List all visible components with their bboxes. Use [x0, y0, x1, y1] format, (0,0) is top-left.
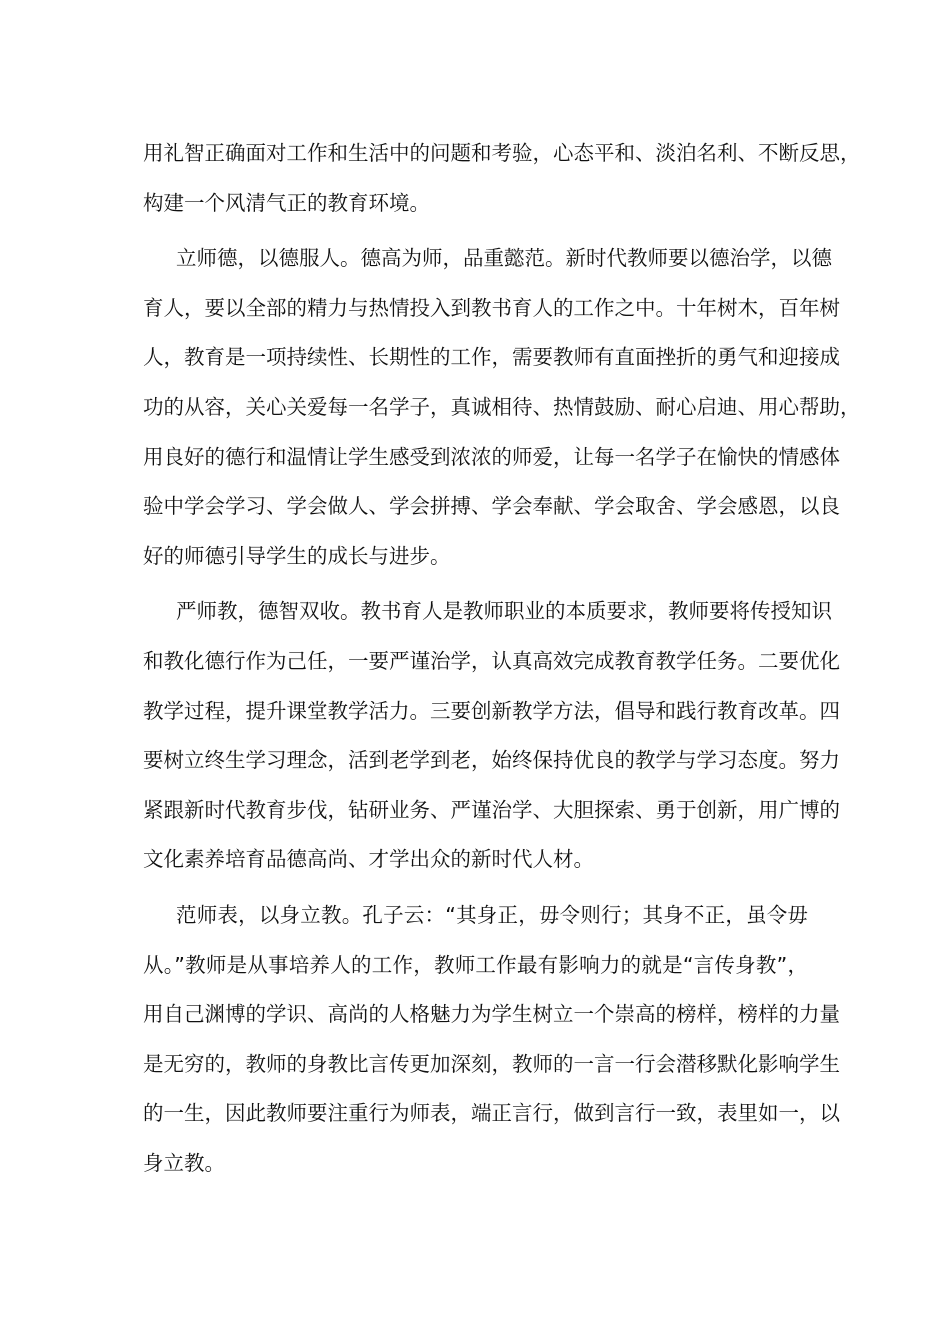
text-line: 人，教育是一项持续性、长期性的工作，需要教师有直面挫折的勇气和迎接成	[143, 345, 840, 370]
text-line: 验中学会学习、学会做人、学会拼搏、学会奉献、学会取舍、学会感恩，以良	[143, 494, 840, 519]
text-line: 身立教。	[143, 1150, 225, 1175]
text-line: 教学过程，提升课堂教学活力。三要创新教学方法，倡导和践行教育改革。四	[143, 698, 840, 723]
text-line: 从。”教师是从事培养人的工作，教师工作最有影响力的就是“言传身教”，	[143, 952, 808, 977]
paragraph-2	[143, 234, 861, 581]
paragraph-3	[143, 587, 840, 885]
text-line: 要树立终生学习理念，活到老学到老，始终保持优良的教学与学习态度。努力	[143, 748, 840, 773]
text-line: 用自己渊博的学识、高尚的人格魅力为学生树立一个崇高的榜样，榜样的力量	[143, 1002, 840, 1027]
text-line: 文化素养培育品德高尚、才学出众的新时代人材。	[143, 847, 594, 872]
paragraph-4	[143, 891, 840, 1189]
text-line: 紧跟新时代教育步伐，钻研业务、严谨治学、大胆探索、勇于创新，用广博的	[143, 797, 840, 822]
text-line: 用礼智正确面对工作和生活中的问题和考验，心态平和、淡泊名利、不断反思，	[143, 141, 861, 165]
text-line: 用良好的德行和温情让学生感受到浓浓的师爱，让每一名学子在愉快的情感体	[143, 444, 840, 469]
text-line: 是无穷的，教师的身教比言传更加深刻，教师的一言一行会潜移默化影响学生	[143, 1051, 840, 1076]
text-line: 构建一个风清气正的教育环境。	[143, 190, 430, 215]
text-line: 的一生，因此教师要注重行为师表，端正言行，做到言行一致，表里如一，以	[143, 1101, 840, 1126]
text-line: 育人，要以全部的精力与热情投入到教书育人的工作之中。十年树木，百年树	[143, 295, 840, 320]
text-line: 好的师德引导学生的成长与进步。	[143, 543, 451, 568]
text-line: 范师表，以身立教。孔子云：“其身正，毋令则行；其身不正，虽令毋	[176, 902, 808, 927]
paragraph-1	[143, 129, 861, 228]
text-line: 立师德，以德服人。德高为师，品重懿范。新时代教师要以德治学，以德	[176, 246, 832, 271]
text-line: 严师教，德智双收。教书育人是教师职业的本质要求，教师要将传授知识	[176, 599, 832, 624]
text-line: 功的从容，关心关爱每一名学子，真诚相待、热情鼓励、耐心启迪、用心帮助，	[143, 394, 861, 419]
text-line: 和教化德行作为己任，一要严谨治学，认真高效完成教育教学任务。二要优化	[143, 648, 840, 673]
document-body	[143, 129, 861, 1188]
